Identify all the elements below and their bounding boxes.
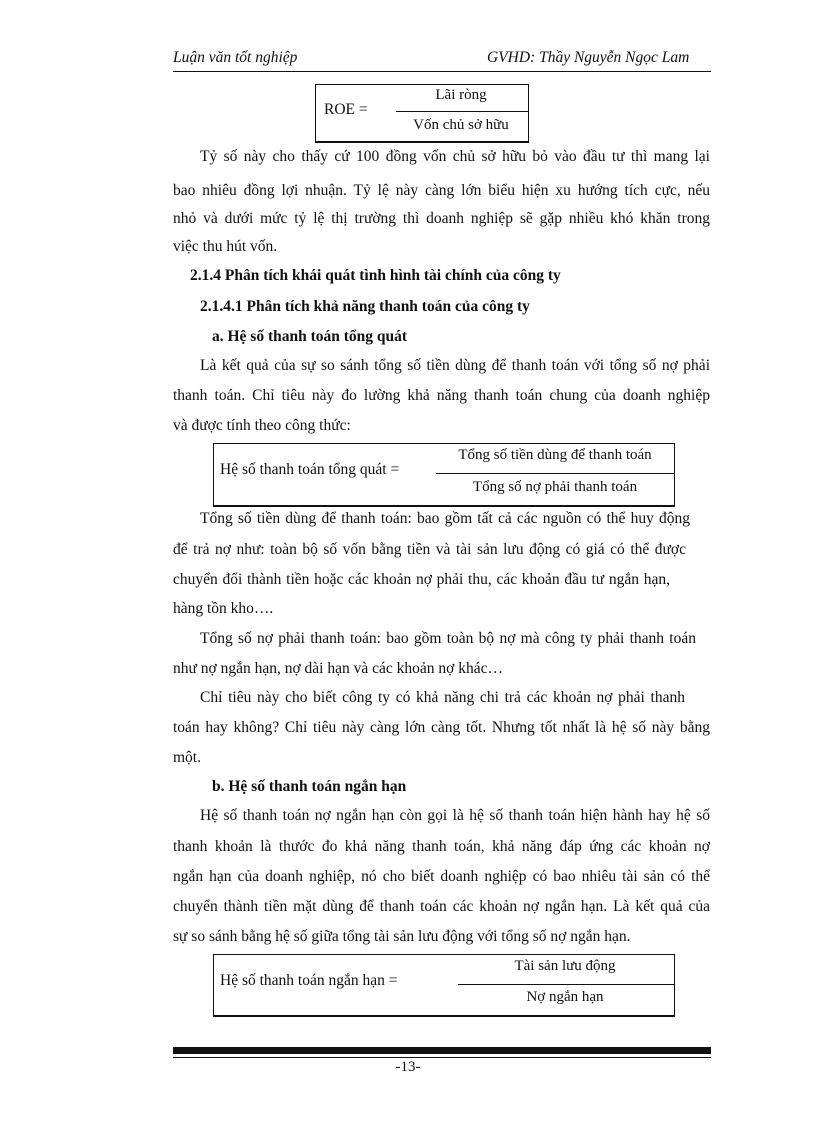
para6-line-3: ngắn hạn của doanh nghiệp, nó cho biết doanh nghiệp có bao nhiêu tài sản có thể (173, 868, 710, 885)
para5-line-3: một. (173, 749, 201, 766)
para3-line-3: chuyển đổi thành tiền hoặc các khoản nợ phải thu, các khoản đầu tư ngắn hạn, (173, 571, 670, 588)
para3-line-4: hàng tồn kho…. (173, 600, 274, 617)
footer-thin-rule (173, 1057, 711, 1058)
general-ratio-fraction-bar (436, 473, 674, 474)
para6-line-4: chuyển thành tiền mặt dùng để thanh toán các khoản nợ ngắn hạn. Là kết quả của (173, 898, 710, 915)
para4-line-2: như nợ ngắn hạn, nợ dài hạn và các khoản nợ khác… (173, 660, 503, 677)
short-term-ratio-fraction-bar (458, 984, 674, 985)
para6-line-1: Hệ số thanh toán nợ ngắn hạn còn gọi là hệ số thanh toán hiện hành hay hệ số (200, 807, 710, 824)
general-ratio-numerator: Tổng số tiền dùng để thanh toán (458, 447, 652, 463)
para4-line-1: Tổng số nợ phải thanh toán: bao gồm toàn bộ nợ mà công ty phải thanh toán (200, 630, 696, 647)
para1-line-2: bao nhiêu đồng lợi nhuận. Tỷ lệ này càng lớn biểu hiện xu hướng tích cực, nếu (173, 182, 710, 199)
footer-thick-rule (173, 1047, 711, 1054)
general-ratio-denominator: Tổng số nợ phải thanh toán (472, 479, 638, 495)
header-divider (173, 71, 711, 72)
roe-label: ROE = (324, 101, 368, 118)
heading-b: b. Hệ số thanh toán ngắn hạn (212, 778, 407, 795)
header-supervisor: GVHD: Thầy Nguyễn Ngọc Lam (487, 49, 690, 66)
para3-line-1: Tổng số tiền dùng để thanh toán: bao gồm tất cả các nguồn có thể huy động (200, 510, 690, 527)
para5-line-1: Chỉ tiêu này cho biết công ty có khả năng chi trả các khoản nợ phải thanh (200, 689, 685, 706)
short-term-ratio-numerator: Tài sản lưu động (514, 958, 616, 974)
header-thesis-title: Luận văn tốt nghiệp (173, 49, 298, 66)
para2-line-2: thanh toán. Chỉ tiêu này đo lường khả năng thanh toán chung của doanh nghiệp (173, 387, 710, 404)
heading-2-1-4-1: 2.1.4.1 Phân tích khả năng thanh toán của công ty (200, 298, 530, 315)
heading-a: a. Hệ số thanh toán tổng quát (212, 328, 408, 345)
para1-line-3: nhỏ và dưới mức tỷ lệ thị trường thì doanh nghiệp sẽ gặp nhiều khó khăn trong (173, 210, 710, 227)
heading-2-1-4: 2.1.4 Phân tích khái quát tình hình tài chính của công ty (190, 267, 561, 284)
roe-denominator: Vốn chủ sở hữu (413, 117, 509, 133)
general-ratio-label: Hệ số thanh toán tổng quát = (220, 461, 400, 478)
roe-numerator: Lãi ròng (435, 87, 487, 103)
para6-line-5: sự so sánh bằng hệ số giữa tổng tài sản lưu động với tổng số nợ ngắn hạn. (173, 928, 631, 945)
short-term-ratio-formula-box (213, 954, 675, 1017)
para2-line-1: Là kết quả của sự so sánh tổng số tiền dùng để thanh toán với tổng số nợ phải (200, 357, 710, 374)
para1-line-1: Tỷ số này cho thấy cứ 100 đồng vốn chủ sở hữu bỏ vào đầu tư thì mang lại (200, 148, 710, 165)
para3-line-2: để trả nợ như: toàn bộ số vốn bằng tiền và tài sản lưu động có giá có thể được (173, 541, 686, 558)
short-term-ratio-denominator: Nợ ngắn hạn (526, 989, 604, 1005)
para1-line-4: việc thu hút vốn. (173, 238, 278, 255)
para6-line-2: thanh khoản là thước đo khả năng thanh toán, khả năng đáp ứng các khoản nợ (173, 838, 710, 855)
roe-formula-box (315, 84, 529, 143)
page-number: -13- (395, 1059, 421, 1075)
roe-fraction-bar (396, 111, 528, 112)
para2-line-3: và được tính theo công thức: (173, 417, 351, 434)
general-ratio-formula-box (213, 443, 675, 507)
para5-line-2: toán hay không? Chỉ tiêu này càng lớn càng tốt. Nhưng tốt nhất là hệ số này bằng (173, 719, 710, 736)
short-term-ratio-label: Hệ số thanh toán ngắn hạn = (220, 972, 398, 989)
